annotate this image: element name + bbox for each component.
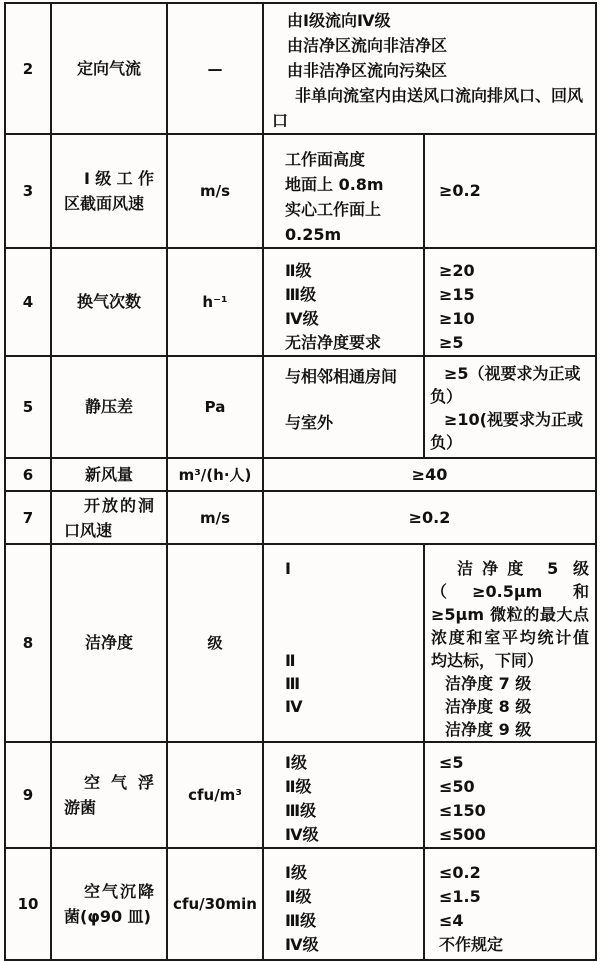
value-line: ≥15 [439, 285, 475, 304]
spacer [264, 580, 423, 649]
condition-cell [263, 248, 424, 356]
value-line: 不作规定 [439, 935, 504, 954]
item-name [51, 742, 167, 848]
value-line: ≥5 [439, 333, 464, 352]
value-cell [424, 742, 596, 848]
condition-line: Ⅱ级 [285, 887, 312, 906]
value-line: ≤0.2 [439, 863, 481, 882]
table-row [5, 742, 596, 848]
unit-cell: Pa [167, 356, 263, 458]
item-name-line: Ⅰ级工作 [84, 169, 154, 188]
unit-cell: m/s [167, 134, 263, 248]
value-line: 洁净度 9 级 [445, 720, 532, 739]
table-row [5, 848, 596, 960]
value-line: ≥10(视要求为正或负） [430, 410, 583, 452]
condition-cell [263, 544, 424, 742]
item-name-line: 区截面风速 [64, 194, 145, 213]
row-number: 2 [5, 3, 51, 134]
value-cell: ≥40 [263, 458, 596, 491]
condition-line: 实心工作面上 0.25m [285, 200, 382, 244]
value-line: ≤50 [439, 777, 475, 796]
condition-line: Ⅰ [285, 559, 291, 578]
value-line: ≤4 [439, 911, 464, 930]
value-line: ≥10 [439, 309, 475, 328]
item-name-line: 菌(φ90 皿) [64, 907, 151, 926]
item-name-line: 开放的洞 [84, 495, 154, 515]
value-line: ≤1.5 [439, 887, 481, 906]
item-name: 洁净度 [51, 544, 167, 742]
condition-line: Ⅱ级 [285, 261, 312, 280]
requirement-line: 由Ⅰ级流向Ⅳ级 [287, 11, 391, 30]
condition-line: Ⅲ级 [285, 285, 317, 304]
table-row [5, 458, 596, 491]
condition-line: Ⅱ [285, 651, 296, 670]
condition-line: Ⅳ [285, 697, 303, 716]
value-paragraph: 洁净度 5 级（≥0.5μm 和≥5μm 微粒的最大点浓度和室平均统计值均达标，下同） [431, 559, 590, 670]
table-row [5, 356, 596, 458]
condition-line: 无洁净度要求 [285, 333, 382, 352]
value-line: ≥0.2 [439, 181, 481, 200]
condition-cell [263, 134, 424, 248]
row-number: 4 [5, 248, 51, 356]
row-number: 6 [5, 458, 51, 491]
row-number: 8 [5, 544, 51, 742]
condition-cell [263, 356, 424, 458]
condition-line: Ⅰ级 [285, 863, 307, 882]
item-name [51, 848, 167, 960]
table-row [5, 544, 596, 742]
table-row [5, 3, 596, 134]
value-line: ≥20 [439, 261, 475, 280]
value-cell [424, 544, 596, 742]
condition-line: Ⅲ级 [285, 911, 317, 930]
condition-line: 地面上 0.8m [285, 175, 384, 194]
unit-cell: m³/(h·人) [167, 458, 263, 491]
requirement-cell [263, 3, 596, 134]
condition-line: 与室外 [285, 413, 334, 432]
value-cell: ≥0.2 [263, 491, 596, 544]
row-number: 10 [5, 848, 51, 960]
unit-cell: h⁻¹ [167, 248, 263, 356]
condition-line: Ⅳ级 [285, 309, 319, 328]
condition-line: Ⅰ级 [285, 753, 307, 772]
requirement-line: 由非洁净区流向污染区 [287, 61, 448, 80]
item-name [51, 491, 167, 544]
condition-line: 与相邻相通房间 [285, 367, 398, 386]
row-number: 5 [5, 356, 51, 458]
item-name-line: 空气沉降 [84, 882, 154, 901]
item-name: 换气次数 [51, 248, 167, 356]
requirement-line: 非单向流室内由送风口流向排风口、回风口 [272, 86, 584, 130]
unit-cell: cfu/30min [167, 848, 263, 960]
unit-cell: — [167, 3, 263, 134]
value-cell [424, 134, 596, 248]
condition-line: Ⅱ级 [285, 777, 312, 796]
requirement-line: 由洁净区流向非洁净区 [287, 36, 448, 55]
condition-line: Ⅳ级 [285, 825, 319, 844]
item-name: 新风量 [51, 458, 167, 491]
value-line: ≤5 [439, 753, 464, 772]
condition-line: Ⅲ级 [285, 801, 317, 820]
item-name-line: 游菌 [64, 798, 97, 817]
table-row [5, 134, 596, 248]
value-cell [424, 248, 596, 356]
row-number: 3 [5, 134, 51, 248]
row-number: 9 [5, 742, 51, 848]
item-name [51, 134, 167, 248]
condition-line: Ⅳ级 [285, 935, 319, 954]
item-name: 定向气流 [51, 3, 167, 134]
unit-cell: 级 [167, 544, 263, 742]
value-line: 洁净度 8 级 [445, 697, 532, 716]
value-cell [424, 356, 596, 458]
table-row [5, 491, 596, 544]
condition-cell [263, 742, 424, 848]
row-number: 7 [5, 491, 51, 544]
item-name: 静压差 [51, 356, 167, 458]
item-name-line: 口风速 [64, 520, 113, 540]
item-name-line: 空气浮 [84, 773, 154, 792]
condition-line: Ⅲ [285, 674, 301, 693]
value-line: 洁净度 7 级 [445, 674, 532, 693]
condition-line: 工作面高度 [285, 150, 366, 169]
table-row [5, 248, 596, 356]
unit-cell: m/s [167, 491, 263, 544]
unit-cell: cfu/m³ [167, 742, 263, 848]
value-line: ≥5（视要求为正或负） [430, 364, 581, 406]
spec-table [4, 2, 597, 961]
value-cell [424, 848, 596, 960]
value-line: ≤500 [439, 825, 486, 844]
value-line: ≤150 [439, 801, 486, 820]
condition-cell [263, 848, 424, 960]
